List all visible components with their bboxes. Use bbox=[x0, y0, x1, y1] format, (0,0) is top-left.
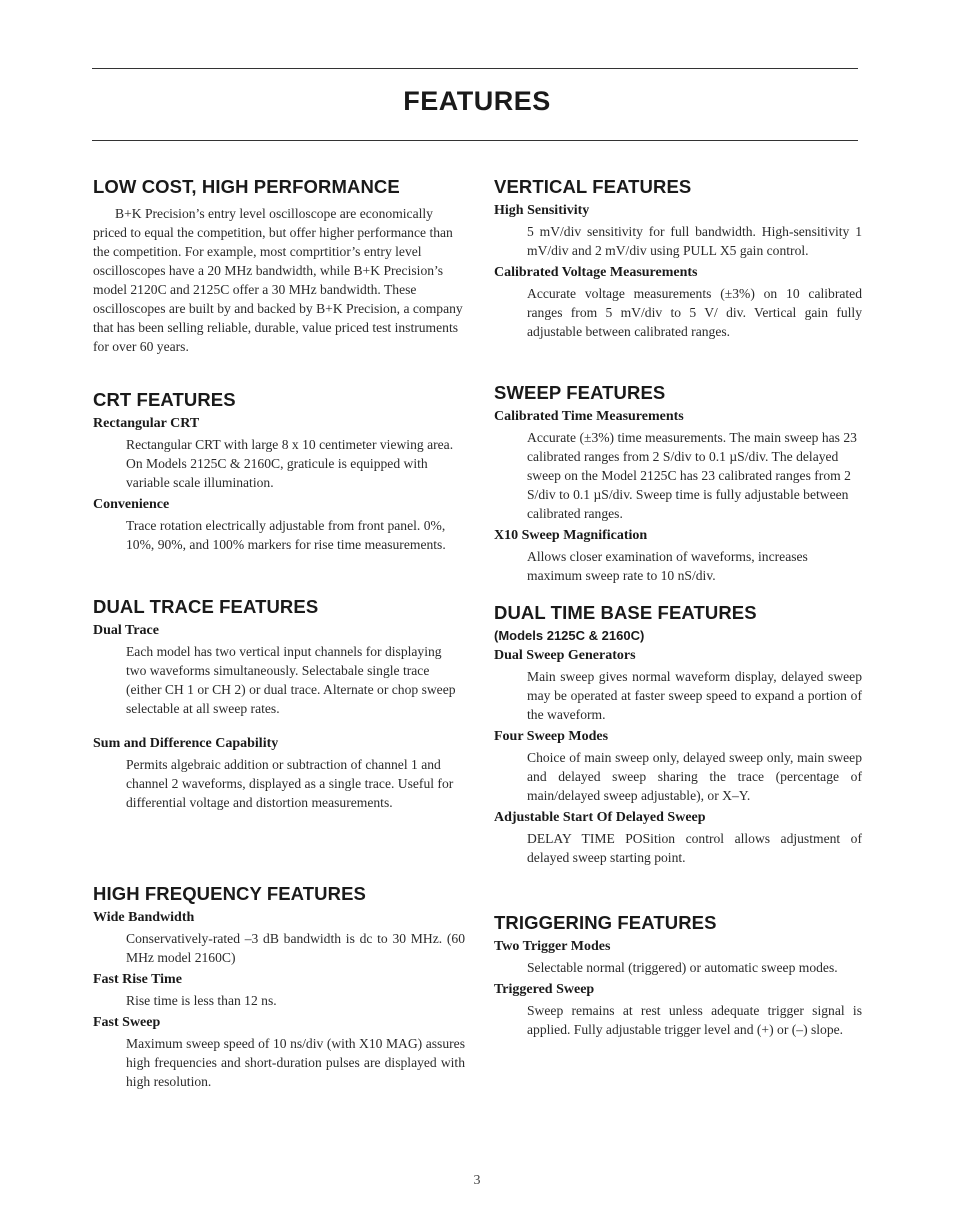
section-low-cost bbox=[93, 176, 465, 356]
feature-item bbox=[93, 623, 465, 718]
section-heading: VERTICAL FEATURES bbox=[494, 176, 692, 197]
section-dual-trace bbox=[93, 596, 465, 812]
feature-title: Two Trigger Modes bbox=[494, 939, 611, 954]
feature-text: Choice of main sweep only, delayed sweep only, main sweep and delayed sweep sharing the trace (percentage of main/delayed sweep adjustable), or X–Y. bbox=[527, 750, 862, 803]
feature-title: Calibrated Voltage Measurements bbox=[494, 265, 698, 280]
feature-item bbox=[494, 203, 862, 260]
feature-item bbox=[494, 528, 862, 585]
feature-title: Triggered Sweep bbox=[494, 982, 595, 997]
feature-title: Calibrated Time Measurements bbox=[494, 409, 684, 424]
feature-title: Wide Bandwidth bbox=[93, 910, 195, 925]
page-title: FEATURES bbox=[403, 86, 551, 116]
feature-text: Each model has two vertical input channels for displaying two waveforms simultaneously. Selectabale single trace (either CH 1 or CH 2) or dual trace. Alternate or chop sweep selectable at all sweep rates. bbox=[126, 644, 456, 716]
feature-text: Permits algebraic addition or subtraction of channel 1 and channel 2 waveforms, displayed as a single trace. Useful for differential voltage and distortion measurements. bbox=[126, 757, 454, 810]
feature-title: X10 Sweep Magnification bbox=[494, 528, 648, 543]
feature-text: Main sweep gives normal waveform display, delayed sweep may be operated at faster sweep speed to expand a portion of the waveform. bbox=[527, 669, 862, 722]
feature-title: Four Sweep Modes bbox=[494, 729, 609, 744]
feature-text: DELAY TIME POSition control allows adjustment of delayed sweep starting point. bbox=[527, 831, 862, 865]
section-body: B+K Precision’s entry level oscilloscope are economically priced to equal the competition, but offer higher performance than the competition. For example, most comprtitior’s entry level oscilloscopes have a 20 MHz bandwidth, while B+K Precision’s model 2120C and 2125C offer a 30 MHz bandwidth. These oscilloscopes are built by and backed by B+K Precision, a company that has been selling reliable, durable, value priced test instruments for over 60 years. bbox=[93, 206, 463, 354]
feature-item bbox=[494, 810, 862, 867]
feature-item bbox=[93, 972, 465, 1010]
feature-title: Rectangular CRT bbox=[93, 416, 200, 431]
feature-item bbox=[494, 729, 862, 805]
feature-item bbox=[494, 409, 862, 523]
feature-text: Sweep remains at rest unless adequate trigger signal is applied. Fully adjustable trigger level and (+) or (–) slope. bbox=[527, 1003, 862, 1037]
feature-text: Maximum sweep speed of 10 ns/div (with X10 MAG) assures high frequencies and short-duration pulses are displayed with high resolution. bbox=[126, 1036, 465, 1089]
section-dual-time-base bbox=[494, 602, 862, 867]
feature-title: High Sensitivity bbox=[494, 203, 590, 218]
section-subheading: (Models 2125C & 2160C) bbox=[494, 628, 645, 643]
feature-title: Adjustable Start Of Delayed Sweep bbox=[494, 810, 706, 825]
feature-title: Dual Sweep Generators bbox=[494, 648, 636, 663]
feature-text: Rectangular CRT with large 8 x 10 centimeter viewing area. On Models 2125C & 2160C, graticule is equipped with variable scale illumination. bbox=[126, 437, 454, 490]
page-number: 3 bbox=[473, 1173, 481, 1188]
section-crt bbox=[93, 389, 465, 554]
feature-text: Rise time is less than 12 ns. bbox=[126, 993, 277, 1008]
top-rule bbox=[92, 68, 858, 69]
feature-item bbox=[494, 648, 862, 724]
section-sweep bbox=[494, 382, 862, 585]
feature-item bbox=[93, 1015, 465, 1091]
feature-title: Dual Trace bbox=[93, 623, 159, 638]
feature-item bbox=[494, 265, 862, 341]
feature-title: Fast Rise Time bbox=[93, 972, 182, 987]
feature-item bbox=[93, 497, 465, 554]
feature-text: Conservatively-rated –3 dB bandwidth is dc to 30 MHz. (60 MHz model 2160C) bbox=[126, 931, 465, 965]
section-heading: SWEEP FEATURES bbox=[494, 382, 666, 403]
feature-item bbox=[93, 736, 465, 812]
feature-title: Sum and Difference Capability bbox=[93, 736, 279, 751]
section-vertical bbox=[494, 176, 862, 341]
bottom-rule bbox=[92, 140, 858, 141]
section-heading: LOW COST, HIGH PERFORMANCE bbox=[93, 176, 400, 197]
feature-text: Accurate (±3%) time measurements. The main sweep has 23 calibrated ranges from 2 S/div to 0.1 µS/div. The delayed sweep on the Model 2125C has 23 calibrated ranges from 2 S/div to 0.1 µS/div. Sweep time is fully adjustable between calibrated ranges. bbox=[527, 430, 857, 521]
feature-item bbox=[494, 982, 862, 1039]
section-high-frequency bbox=[93, 883, 465, 1091]
feature-title: Fast Sweep bbox=[93, 1015, 161, 1030]
section-heading: DUAL TRACE FEATURES bbox=[93, 596, 319, 617]
section-heading: CRT FEATURES bbox=[93, 389, 236, 410]
section-heading: TRIGGERING FEATURES bbox=[494, 912, 717, 933]
feature-text: 5 mV/div sensitivity for full bandwidth. High-sensitivity 1 mV/div and 2 mV/div using PULL X5 gain control. bbox=[527, 224, 862, 258]
feature-item bbox=[93, 416, 465, 492]
section-heading: HIGH FREQUENCY FEATURES bbox=[93, 883, 366, 904]
feature-text: Accurate voltage measurements (±3%) on 10 calibrated ranges from 5 mV/div to 5 V/ div. Vertical gain fully adjustable between calibrated ranges. bbox=[527, 286, 862, 339]
feature-text: Selectable normal (triggered) or automatic sweep modes. bbox=[527, 960, 838, 975]
section-heading: DUAL TIME BASE FEATURES bbox=[494, 602, 757, 623]
feature-text: Trace rotation electrically adjustable from front panel. 0%, 10%, 90%, and 100% markers for rise time measurements. bbox=[126, 518, 446, 552]
feature-text: Allows closer examination of waveforms, increases maximum sweep rate to 10 nS/div. bbox=[527, 549, 808, 583]
section-triggering bbox=[494, 912, 862, 1039]
feature-item bbox=[93, 910, 465, 967]
feature-item bbox=[494, 939, 862, 977]
feature-title: Convenience bbox=[93, 497, 170, 512]
